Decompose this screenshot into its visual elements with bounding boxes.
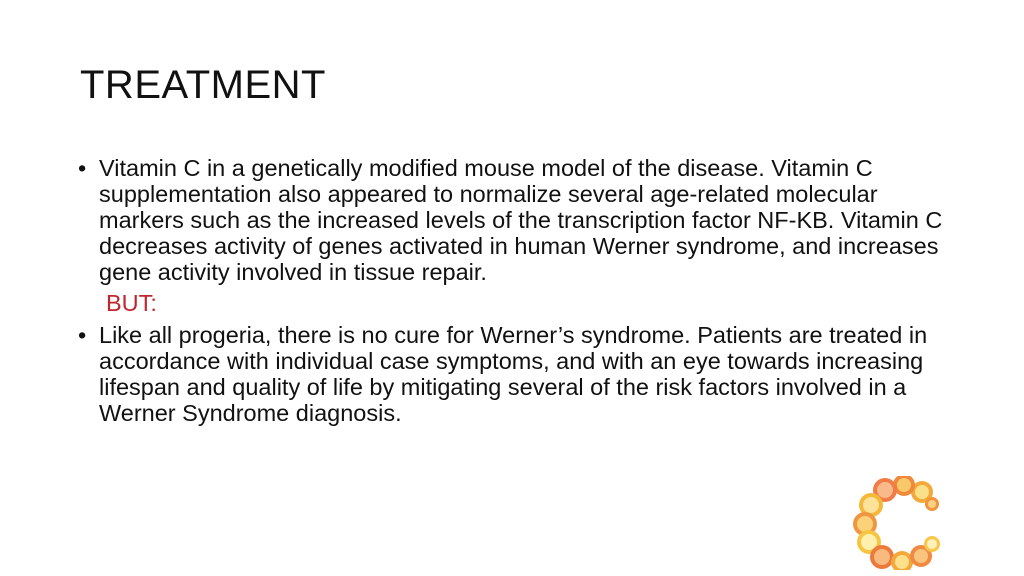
bullet-marker: •	[78, 322, 87, 348]
but-interjection: BUT:	[106, 290, 157, 316]
slide-body	[78, 155, 958, 426]
bullet-item-no-cure	[78, 322, 958, 426]
bullet-item-vitamin-c	[78, 155, 958, 285]
bullet-text: Like all progeria, there is no cure for Werner’s syndrome. Patients are treated in accordance with individual case symptoms, and with an eye towards increasing lifespan and quality of life by mitigating several of the risk factors involved in a Werner Syndrome diagnosis.	[99, 322, 928, 426]
bullet-text: Vitamin C in a genetically modified mouse model of the disease. Vitamin C supplementation also appeared to normalize several age-related molecular markers such as the increased levels of the transcription factor NF-KB. Vitamin C decreases activity of genes activated in human Werner syndrome, and increases gene activity involved in tissue repair.	[99, 155, 943, 285]
bullet-marker: •	[78, 155, 87, 181]
slide-title: TREATMENT	[80, 63, 326, 107]
citrus-letter-c-icon	[852, 476, 944, 570]
